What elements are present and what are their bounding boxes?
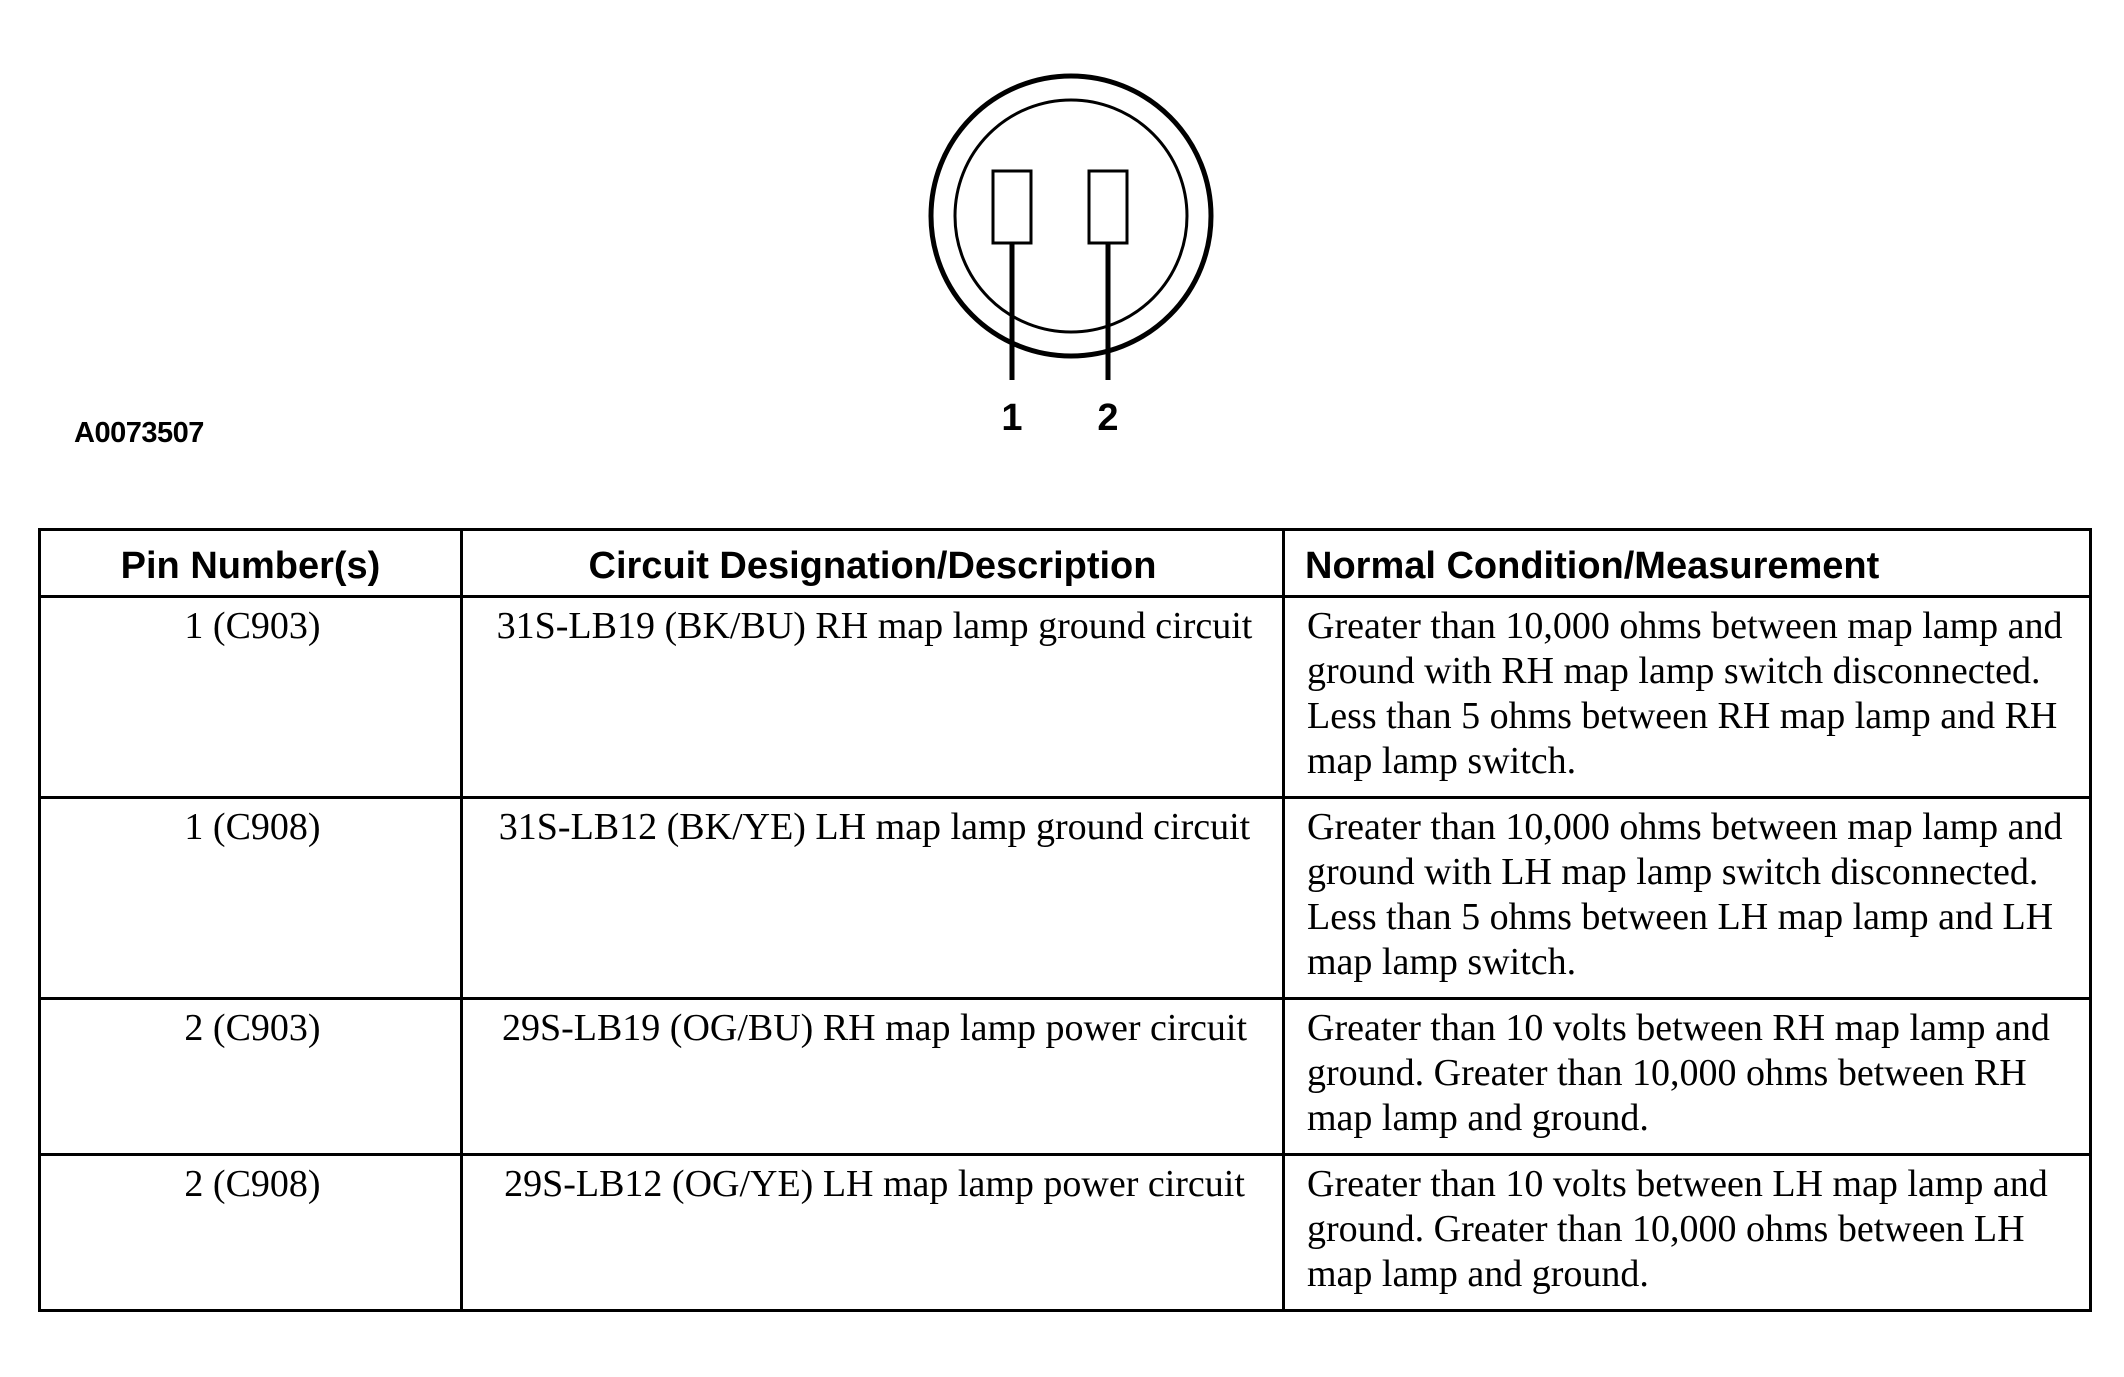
cell-pin: 2 (C903) — [40, 999, 462, 1155]
table-row — [40, 798, 2091, 999]
cell-measurement: Greater than 10 volts between RH map lamp and ground. Greater than 10,000 ohms between RH map lamp and ground. — [1284, 999, 2091, 1155]
cell-circuit: 29S-LB12 (OG/YE) LH map lamp power circuit — [462, 1155, 1284, 1311]
connector-diagram — [900, 60, 1240, 460]
cell-circuit: 31S-LB19 (BK/BU) RH map lamp ground circuit — [462, 597, 1284, 798]
header-normal-condition: Normal Condition/Measurement — [1284, 530, 2091, 597]
pin-1-terminal — [993, 171, 1031, 243]
table-header-row — [40, 530, 2091, 597]
connector-outer-ring — [931, 76, 1211, 356]
cell-circuit: 31S-LB12 (BK/YE) LH map lamp ground circuit — [462, 798, 1284, 999]
pin-2-terminal — [1089, 171, 1127, 243]
figure-id: A0073507 — [74, 417, 204, 449]
table-row — [40, 597, 2091, 798]
pin-2-label: 2 — [1097, 397, 1119, 439]
cell-pin: 2 (C908) — [40, 1155, 462, 1311]
cell-circuit: 29S-LB19 (OG/BU) RH map lamp power circuit — [462, 999, 1284, 1155]
cell-measurement: Greater than 10 volts between LH map lamp and ground. Greater than 10,000 ohms between LH map lamp and ground. — [1284, 1155, 2091, 1311]
header-pin-number: Pin Number(s) — [40, 530, 462, 597]
connector-inner-ring — [955, 100, 1187, 332]
cell-measurement: Greater than 10,000 ohms between map lamp and ground with LH map lamp switch disconnected. Less than 5 ohms between LH map lamp and LH map lamp switch. — [1284, 798, 2091, 999]
table-row — [40, 1155, 2091, 1311]
table-row — [40, 999, 2091, 1155]
pin-chart-table — [38, 528, 2092, 1312]
cell-measurement: Greater than 10,000 ohms between map lamp and ground with RH map lamp switch disconnected. Less than 5 ohms between RH map lamp and RH map lamp switch. — [1284, 597, 2091, 798]
pin-1-label: 1 — [1001, 397, 1023, 439]
cell-pin: 1 (C903) — [40, 597, 462, 798]
header-circuit-designation: Circuit Designation/Description — [462, 530, 1284, 597]
cell-pin: 1 (C908) — [40, 798, 462, 999]
